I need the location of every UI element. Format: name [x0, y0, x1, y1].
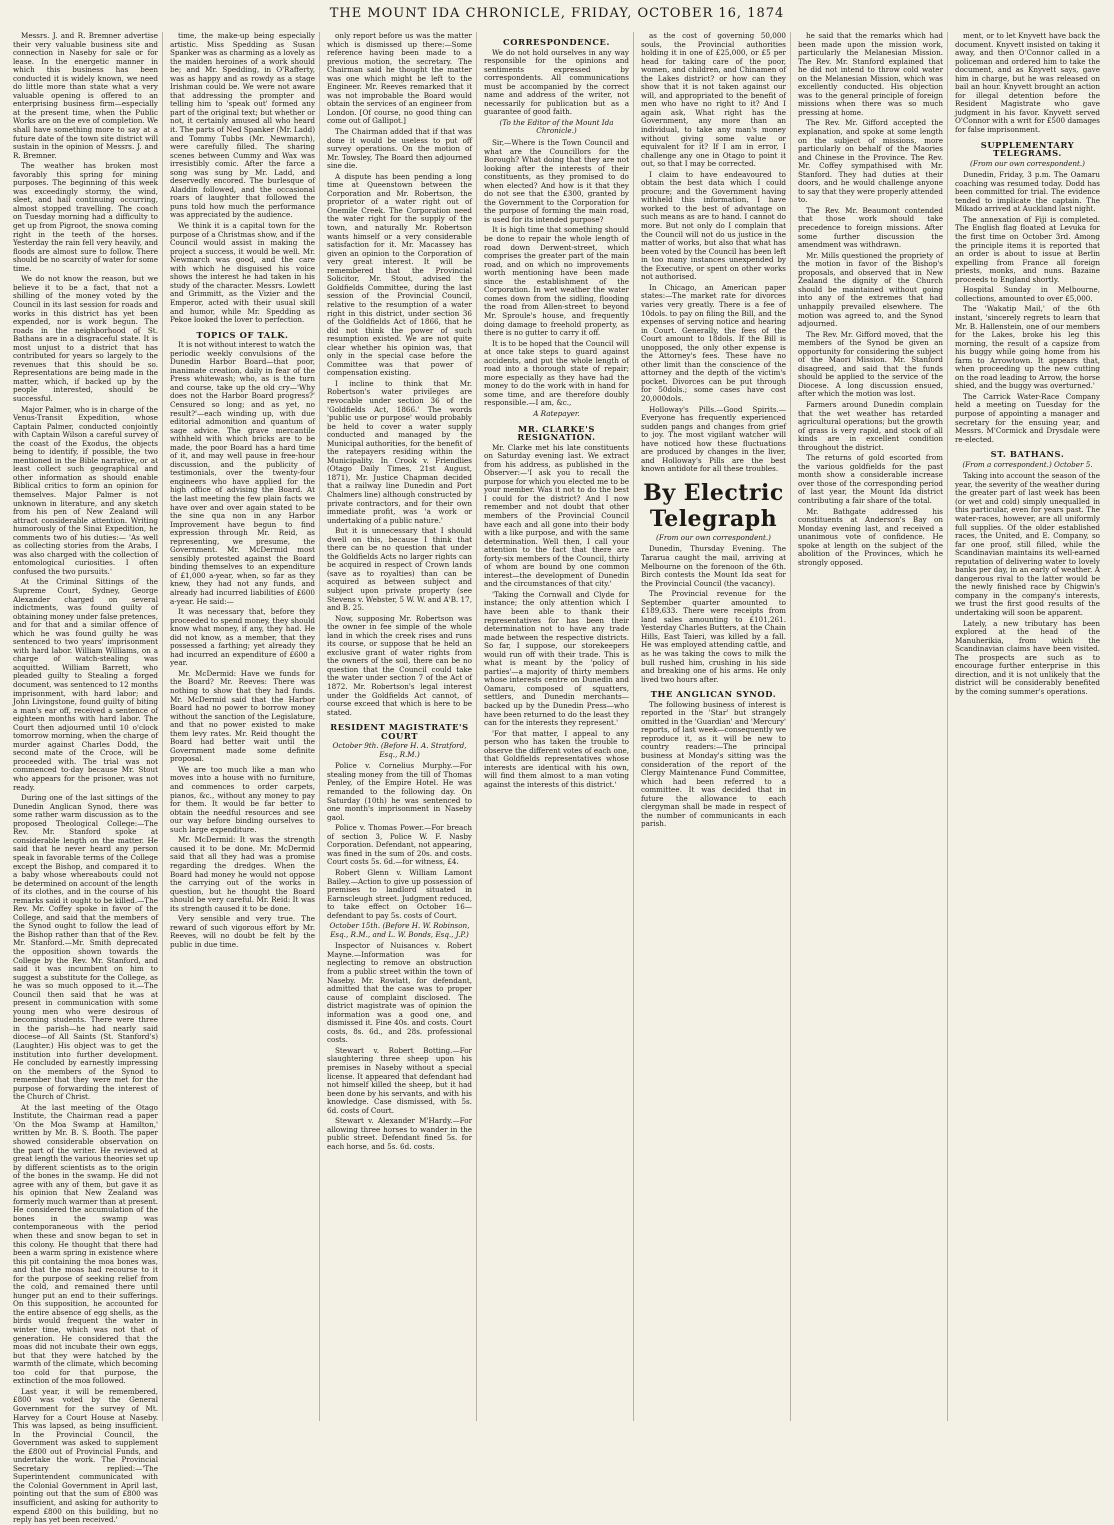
- telegraph-heading: By Electric Telegraph: [643, 479, 784, 532]
- article-paragraph: We are too much like a man who moves into a house with no furniture, and commences to order carpets, pianos, &c., without any money to pay for them. It would be far better to obtain the needful resources and see our way before binding ourselves to such large expenditure.: [170, 764, 315, 834]
- article-paragraph: Very sensible and very true. The reward of such vigorous effort by Mr. Reeves, will no doubt be felt by the public in due time.: [170, 914, 315, 949]
- article-paragraph: The Rev. Mr. Beaumont contended that those work should take precedence to foreign missions. After some further discussion the amendment was withdrawn.: [798, 205, 943, 250]
- article-paragraph: It was necessary that, before they proceeded to spend money, they should know what money, if any, they had. He did not know, as a member, that they possessed a farthing; yet already they had incurred an expenditure of £600 a year.: [170, 607, 315, 668]
- article-paragraph: Lately, a new tributary has been explored at the head of the Manuherikia, from which the Scandinavian claims have been visited. The prospects are such as to encourage further enterprise in this direction, and it is not unlikely that the district will be considerably benefited by the coming summer's operations.: [955, 618, 1100, 696]
- article-paragraph: he said that the remarks which had been made upon the mission work, particularly the Melanesian Mission. The Rev. Mr. Stanford explained that he did not intend to throw cold water on the Melanesian Mission, which was excellently conducted. His objection was to the general principle of foreign missions when there was so much pressing at home.: [798, 31, 943, 117]
- article-paragraph: A dispute has been pending a long time at Queenstown between the Corporation and Mr. Robertson, the proprietor of a water right out of Onemile Creek. The Corporation need the water right for the supply of the town, and naturally Mr. Robertson wants himself or a very considerable satisfaction for it. Mr. Macassey has given an opinion to the Corporation of very great interest. It will be remembered that the Provincial Solicitor, Mr. Stout, advised the Goldfields Committee, during the last session of the Provincial Council, relative to the resumption of a water right in this district, under section 36 of the Goldfields Act of 1866, that he did not think the power of such resumption existed. We are not quite clear whether his opinion was, that only in the special case before the Committee was that power of compensation existing.: [327, 171, 472, 378]
- section-subheading: (From our own correspondent.): [656, 532, 771, 542]
- article-paragraph: Sir,—Where is the Town Council and what are the Councillors for the Borough? What doing that they are not looking after the interests of their constituents, as they promised to do when elected? And how is it that they do not see that the £300, granted by the Government to the Corporation for the purpose of forming the main road, is used for its intended purpose?: [484, 138, 629, 224]
- article-paragraph: ment, or to let Knyvett have back the document. Knyvett insisted on taking it away, and then O'Connor called in a policeman and ordered him to take the document, and as Knyvett says, gave him in charge, but he was released on bail an hour. Knyvett brought an action for illegal detention before the Resident Magistrate who gave judgment in his favor. Knyvett served O'Connor with a writ for £500 damages for false imprisonment.: [955, 31, 1100, 135]
- article-paragraph: 'For that matter, I appeal to any person who has taken the trouble to observe the different votes of each one, that Goldfields representatives whose interests are identical with his own, will find them almost to a man voting against the interests of this district.': [484, 728, 629, 789]
- section-heading: RESIDENT MAGISTRATE'S COURT: [330, 722, 469, 741]
- section-heading: TOPICS OF TALK.: [196, 329, 289, 340]
- section-heading: SUPPLEMENTARY TELEGRAMS.: [980, 139, 1075, 159]
- column-1: [10, 31, 163, 1525]
- article-paragraph: The Rev. Mr. Gifford accepted the explanation, and spoke at some length on the subject of missions, more particularly on behalf of the Maories and Chinese in the Province. The Rev. Mr. Coffey sympathised with Mr. Stanford. They had duties at their doors, and he would challenge anyone to say that they were properly attended to.: [798, 118, 943, 205]
- article-paragraph: At the Criminal Sittings of the Supreme Court, Sydney, George Alexander charged on several indictments, was found guilty of obtaining money under false pretences, and for that and a similar offence of which he was found guilty he was sentenced to two years' imprisonment with hard labor. William Williams, on a charge of watch-stealing was acquitted. William Barrett, who pleaded guilty to Stealing a forged document, was sentenced to 12 months imprisonment, with hard labor; and John Livingstone, found guilty of biting a man's ear off, received a sentence of eighteen months with hard labor. The Court then adjourned until 10 o'clock tomorrow morning, when the charge of murder against Charles Dodd, the second mate of the Croce, will be proceeded with. The trial was not commenced to-day because Mr. Stout who appears for the prisoner, was not ready.: [13, 577, 158, 792]
- article-paragraph: At the last meeting of the Otago Institute, the Chairman read a paper 'On the Moa Swamp at Hamilton,' written by Mr. B. S. Booth. The paper showed considerable observation on the part of the writer. He reviewed at great length the various theories set up by different scientists as to the origin of the bones in the swamp. He did not agree with any of them, but gave it as his opinion that New Zealand was formerly much warmer than at present. He considered the accumulation of the bones in the swamp was contemporaneous with the period when these and snow began to set in this colony. He thought that there had been a warm spring in existence where this pit containing the moa bones was, and that the moas had recourse to it for the purpose of seeking relief from the cold, and remained there until hunger put an end to their sufferings. On this supposition, he accounted for the entire absence of egg shells, as the birds would frequent the water in winter time, which was not that of generation. He considered that the moas did not incubate their own eggs, but that they were hatched by the warmth of the climate, which becoming too cold for that purpose, the extinction of the moa followed.: [13, 1102, 158, 1386]
- article-paragraph: The 'Wakatip Mail,' of the 6th instant, 'sincerely regrets to learn that Mr. B. Hallenstein, one of our members for the Lakes, broke his leg this morning, the result of a capsize from his buggy while going home from his farm to Arrowtown. It appears that, when proceeding up the new cutting on the road leading to Arrow, the horse shied, and the buggy was overturned.': [955, 304, 1100, 391]
- article-paragraph: Robert Glenn v. William Lamont Bailey.—Action to give up possession of premises to landlord situated in Earnscleugh street. Judgment reduced, to take effect on October 16—defendant to pay 5s. costs of Court.: [327, 867, 472, 920]
- article-paragraph: Mr. Clarke met his late constituents on Saturday evening last. We extract from his address, as published in the Observer:—'I ask you to recall the purpose for which you elected me to be your member. Was it not to do the best I could for the district? And I now remember and not doubt that other members of the Provincial Council have each and all gone into their body with a like purpose, and with the same determination. Well then, I call your attention to the fact that there are forty-six members of the Council, thirty of whom are bound by one common interest—the development of Dunedin and the circumstances of that city.': [484, 442, 629, 589]
- article-paragraph: Police v. Cornelius Murphy.—For stealing money from the till of Thomas Penley, of the Empire Hotel. He was remanded to the following day. On Saturday (10th) he was sentenced to one month's imprisonment in Naseby gaol.: [327, 761, 472, 822]
- article-paragraph: We think it is a capital town for the purpose of a Christmas show, and if the Council would assist in making the project a success, it would be well. Mr. Newmarch was good, and the care with which he disguised his voice shows the interest he had taken in his study of the character. Messrs. Lowlett and Grimmitt, as the Vizier and the Emperor, acted with their usual skill and humor, while Mr. Spedding as Pekoe looked the lover to perfection.: [170, 221, 315, 325]
- article-paragraph: Farmers around Dunedin complain that the wet weather has retarded agricultural operations; but the growth of grass is very rapid, and stock of all kinds are in excellent condition throughout the district.: [798, 399, 943, 452]
- column-6: [795, 32, 948, 1421]
- article-paragraph: Mr. Mills questioned the propriety of the motion in favor of the Bishop's proposals, and observed that in New Zealand the dignity of the Church should be maintained without going into any of the extremes that had unhappily prevailed elsewhere. The motion was agreed to, and the Synod adjourned.: [798, 250, 943, 329]
- article-paragraph: It is high time that something should be done to repair the whole length of road down Derwent-street, which comprises the greater part of the main road, and on which no improvements worth mentioning have been made since the establishment of the Corporation. In wet weather the water comes down from the sidling, flooding the road from Allen-street to beyond Mr. Sproule's house, and frequently doing damage to freehold property, as there is no gutter to carry it off.: [484, 225, 629, 338]
- column-7: [952, 32, 1104, 1421]
- article-paragraph: 'Taking the Cornwall and Clyde for instance; the only attention which I have been able to thank their representatives for has been their determination not to have any trade made between the respective districts. So far, I suppose, our storekeepers would run off with their trade. This is what is meant by the 'policy of parties'—a majority of thirty members whose interests centre on Dunedin and Oamaru, composed of squatters, settlers, and Dunedin merchants—backed up by the Dunedin Press—who have been returned to do the least they can for the interests they represent.': [484, 589, 629, 728]
- columns-container: [10, 31, 1104, 1525]
- article-paragraph: Holloway's Pills.—Good Spirits.—Everyone has frequently experienced sudden pangs and changes from grief to joy. The most vigilant watcher will have noticed how these fluctuations are produced by changes in the liver, and Holloway's Pills are the best known antidote for all these troubles.: [641, 404, 786, 474]
- article-paragraph: Mr. McDermid: It was the strength caused it to be done. Mr. McDermid said that all they had was a promise regarding the dredges. When the Board had money he would not oppose the carrying out of the works in question, but he thought the Board should be very careful. Mr. Reid: It was its strength caused it to be done.: [170, 835, 315, 913]
- article-paragraph: Last year, it will be remembered, £800 was voted by the General Government for the survey of Mt. Harvey for a Court House at Naseby. This was lapsed, as being insufficient. In the Provincial Council, the Government was asked to supplement the £800 out of Provincial Funds, and undertake the work. The Provincial Secretary replied:—'The Superintendent communicated with the Colonial Government in April last, pointing out that the sum of £800 was insufficient, and asking for authority to expend £800 on this building, but no reply has yet been received.': [13, 1386, 158, 1525]
- article-paragraph: Taking into account the season of the year, the severity of the weather during the greater part of last week has been (or wet and cold) simply unequalled in this particular, even for years past. The water-races, however, are all uniformly full supplies. Of the older established races, the United, and E. Company, so far one proof, still filled, while the Scandinavian maintains its well-earned reputation of delivering water to lovely banks per day, in an early of weather. A dangerous rival to the latter would be the newly finished race by Chigwin's company in the company's interests, we trust the first good results of the undertaking will soon be apparent.: [955, 471, 1100, 617]
- section-subheading: (To the Editor of the Mount Ida Chronicle.): [499, 117, 614, 136]
- section-subheading: A Ratepayer.: [533, 408, 580, 418]
- article-paragraph: Now, supposing Mr. Robertson was the owner in fee simple of the whole land in which the creek rises and runs its course, or suppose that he held an exclusive grant of water rights from the owners of the soil, there can be no question that the Council could take the water under section 7 of the Act of 1872. Mr. Robertson's legal interest under the Goldfields Act cannot, of course exceed that which is here to be stated.: [327, 613, 472, 717]
- column-5: [638, 32, 791, 1421]
- article-paragraph: only report before us was the matter which is dismissed up there:—Some reference having been made to a previous motion, the secretary. The Chairman said he thought the matter was one which might be left to the Engineer. Mr. Reeves remarked that it was not improbable the Board would obtain the services of an engineer from London. [Of course, no good thing can come out of Gallipot.]: [327, 31, 472, 126]
- article-paragraph: The Chairman added that if that was done it would be useless to put off survey operations. On the motion of Mr. Towsley, The Board then adjourned sine die.: [327, 127, 472, 171]
- article-paragraph: In Chicago, an American paper states:—The market rate for divorces varies very greatly. There is a fee of 10dols. to pay on filing the Bill, and the expenses of serving notice and hearing in Court. Generally, the fees of the Court amount to 18dols. If the Bill is unopposed, the only other expense is the Attorney's fees. These have no other limit than the conscience of the attorney and the depth of the victim's pocket. Divorces can be put through for 50dols.; some cases have cost 20,000dols.: [641, 282, 786, 403]
- column-4: [481, 32, 634, 1421]
- section-heading: THE ANGLICAN SYNOD.: [650, 689, 777, 700]
- article-paragraph: Stewart v. Alexander M'Hardy.—For allowing three horses to wander in the public street. Defendant fined 5s. for each horse, and 5s. 6d. costs.: [327, 1116, 472, 1151]
- article-paragraph: It is not without interest to watch the periodic weekly convulsions of the Dunedin Harbor Board—that poor, inanimate creation, daily in fear of the Press whitewash; who, as is the turn and course, take up the old cry—'Why does not the Harbor Board progress?' Censured so long; and as yet, no result?'—each winding up, with due editorial admonition and quantum of sage advice. The grave mercantile withheld with which bricks are to be made, the poor Board has a hard time of it, and may well pause in free-hour discussion, and the publicity of testimonials, over the twenty-four engineers who have applied for the high office of advising the Board. At the last meeting the few plain facts we have over and over again stated to be the sine qua non in any Harbor Improvement have begun to find expression through Mr. Reid, as representing, we presume, the Government. Mr. McDermid most sensibly protested against the Board binding themselves to an expenditure of £1,000 a-year, when, so far as they knew, they had not any funds, and already had incurred liabilities of £600 a-year. He said:—: [170, 340, 315, 606]
- section-subheading: October 9th. (Before H. A. Stratford, Esq., R.M.): [332, 741, 467, 759]
- article-paragraph: The annexation of Fiji is completed. The English flag floated at Levuka for the first time on October 3rd. Among the principle items it is reported that an order is about to issue at Berlin expelling from France all foreign priests, monks, and nuns. Bazaine proceeds to England shortly.: [955, 214, 1100, 284]
- section-heading: ST. BATHANS.: [990, 449, 1065, 460]
- article-paragraph: I claim to have endeavoured to obtain the best data which I could procure; and the Government having withheld this information, I have worked to the best of advantage on such means as are to hand. I cannot do more. But not only do I complain that the Council will not do us justice in the matter of works, but also that what has been voted by the Council has been left in too many instances unexpended by the Executive, or spent on other works not authorised.: [641, 169, 786, 282]
- article-paragraph: Major Palmer, who is in charge of the Venus-Transit Expedition, whose Captain Palmer, conducted conjointly with Captain Wilson a careful survey of the coast of the Exodus, the objects being to identify, if possible, the two mentioned in the Bible narrative, or at least collect such geographical and other information as should enable Biblical critics to form an opinion for themselves. Major Palmer is not unknown in literature, and any sketch from his pen of New Zealand will attract considerable attention. Writing humorously of the Sinai Expedition, he comments two of his duties:— 'As well as collecting stories from the Arabs, I was also charged with the collection of entomological curiosities. I often confused the two pursuits.': [13, 404, 158, 576]
- section-heading: MR. CLARKE'S RESIGNATION.: [517, 423, 596, 443]
- article-paragraph: The Rev. Mr. Gifford moved, that the members of the Synod be given an opportunity for considering the subject of the Maori Mission. Mr. Stanford disagreed, and said that the funds should be applied to the service of the Diocese. A long discussion ensued, after which the motion was lost.: [798, 329, 943, 399]
- article-paragraph: We do not hold ourselves in any way responsible for the opinions and sentiments expressed by correspondents. All communications must be accompanied by the correct name and address of the writer, not necessarily for publication but as a guarantee of good faith.: [484, 47, 629, 117]
- article-paragraph: Mr. McDermid: Have we funds for the Board? Mr. Reeves: There was nothing to show that they had funds. Mr. McDermid said that the Harbor Board had no power to borrow money without the sanction of the Legislature, and that no power existed to make them levy rates. Mr. Reid thought the Board had better wait until the Government made some definite proposal.: [170, 668, 315, 764]
- article-paragraph: We do not know the reason, but we believe it to be a fact, that not a shilling of the money voted by the Council in its last session for roads and works in this district has yet been expended, nor is work begun. The roads in the neighborhood of St. Bathans are in a disgraceful state. It is most unjust to a district that has contributed for years so largely to the revenues that this should be so. Representations are being made in the matter, which, if backed up by the people interested, should be successful.: [13, 274, 158, 403]
- column-3: [324, 32, 477, 1421]
- article-paragraph: Messrs. J. and R. Bremner advertise their very valuable business site and connection in Naseby for sale or for lease. In the energetic manner in which this business has been conducted it is widely known, we need do little more than state what a very valuable opening is offered to an enterprising business firm—especially at the present time, when the Public Works are on the eve of completion. We shall have something more to say at a future date of the town site district will sustain in the opinion of Messrs. J. and R. Bremner.: [13, 31, 158, 160]
- article-paragraph: as the cost of governing 50,000 souls, the Provincial authorities holding it in one of £25,000, or £5 per head for taking care of the poor, women, and children, and Chinamen of the Lakes district? or how can they show that it is not taken against our will, and appropriated to the benefit of men who have no right to it? And I again ask, What right has the Government, any more than an individual, to take any man's money without giving some value or equivalent for it? If I am in error, I challenge any one in Otago to point it out, so that I may be corrected.: [641, 31, 786, 169]
- article-paragraph: Stewart v. Robert Botting.—For slaughtering three sheep upon his premises in Naseby without a special license. It appeared that defendant had not himself killed the sheep, but it had been done by his servants, and with his knowledge. Case dismissed, with 5s. 6d. costs of Court.: [327, 1045, 472, 1115]
- article-paragraph: Dunedin, Friday, 3 p.m. The Oamaru coaching was resumed today. Dodd has been committed for trial. The evidence tended to implicate the captain. The Mikado arrived at Auckland last night.: [955, 170, 1100, 214]
- article-paragraph: The Provincial revenue for the September quarter amounted to £189,633. There were receipts from land sales amounting to £101,261. Yesterday Charles Butters, at the Chain Hills, East Taieri, was killed by a fall. He was employed attending cattle, and as he was taking the cows to milk the bull rushed him, crushing in his side and breaking one of his arms. He only lived two hours after.: [641, 589, 786, 684]
- article-paragraph: During one of the last sittings of the Dunedin Anglican Synod, there was some rather warm discussion as to the proposed Theological College:—The Rev. Mr. Stanford spoke at considerable length on the matter. He said that he never heard any person speak in favorable terms of the College except the Bishop, and compared it to a baby whose whereabouts could not be determined on account of the length of its clothes, and in the course of his remarks said it ought to be killed.—The Rev. Mr. Coffey spoke in favor of the College, and said that the members of the Synod ought to follow the lead of the Bishop rather than that of the Rev. Mr. Stanford.—Mr. Smith deprecated the opposition shown towards the College by the Rev. Mr. Stanford, and said it was incumbent on him to suggest a substitute for the College, as he was so much opposed to it.—The Council then said that he was at present in communication with some young men who were desirous of becoming students. There were three in the parish—he had nearly said diocese—of All Saints (St. Stanford's) (Laughter.) His object was to get the institution into further development. He concluded by earnestly impressing on the members of the Synod to remember that they were met for the purpose of forwarding the interest of the Church of Christ.: [13, 793, 158, 1102]
- section-subheading: (From our own correspondent.): [970, 158, 1085, 168]
- section-heading: CORRESPONDENCE.: [503, 37, 610, 47]
- article-paragraph: I incline to think that Mr. Robertson's water privileges are revocable under section 36 of the 'Goldfields Act, 1866.' The words 'public use or purpose' would probably be held to cover a water supply conducted and managed by the Municipal authorities, for the benefit of the ratepayers residing within the Municipality. In Crook v. Friendlies (Otago Daily Times, 21st August, 1871), Mr. Justice Chapman decided that a railway line Dunedin and Port Chalmers line) although constructed by private contractors, and for their own immediate profit, was 'a work or undertaking of a public nature.': [327, 378, 472, 525]
- section-subheading: October 15th. (Before H. W. Robinson, Esq., R.M., and L. W. Bonds, Esq., J.P.): [329, 921, 470, 939]
- article-paragraph: It is to be hoped that the Council will at once take steps to guard against accidents, and put the whole length of road into a thorough state of repair; more especially as they have had the money to do the work with in hand for some time, and are therefore doubly responsible.—I am, &c.,: [484, 338, 629, 408]
- article-paragraph: Inspector of Nuisances v. Robert Mayne.—Information was for neglecting to remove an obstruction from a public street within the town of Naseby. Mr. Rowlatt, for defendant, admitted that the case was to proper cause of complaint disclosed. The district magistrate was of opinion the information was a good one, and dismissed it. Fine 40s. and costs. Court costs, 8s. 6d., and 28s. professional costs.: [327, 941, 472, 1045]
- article-paragraph: But it is unnecessary that I should dwell on this, because I think that there can be no question that under the Goldfields Acts no larger rights can be acquired in respect of Crown lands (save as to royalties) than can be acquired as between subject and subject upon private property (see Stevens v. Webster, 5 W. W. and A'B. 17, and B. 25.: [327, 526, 472, 613]
- article-paragraph: Hospital Sunday in Melbourne, collections, amounted to over £5,000.: [955, 285, 1100, 303]
- article-paragraph: Police v. Thomas Power.—For breach of section 3, Police W. F. Nasby Corporation. Defendant, not appearing, was fined in the sum of 20s. and costs. Court costs 5s. 6d.—for witness, £4.: [327, 823, 472, 867]
- article-paragraph: The Carrick Water-Race Company held a meeting on Tuesday for the purpose of appointing a manager and secretary for the ensuing year, and Messrs. M'Cormick and Drysdale were re-elected.: [955, 391, 1100, 444]
- article-paragraph: Dunedin, Thursday Evening. The Tararua caught the mail, arriving at Melbourne on the forenoon of the 6th. Birch contests the Mount Ida seat for the Provincial Council (the vacancy).: [641, 544, 786, 588]
- article-paragraph: The following business of interest is reported in the 'Star' but strangely omitted in the 'Guardian' and 'Mercury' reports, of last week—consequently we reproduce it, as it will be new to country readers:—The principal business at Monday's sitting was the consideration of the report of the Clergy Maintenance Fund Committee, which had been referred to a committee. It was decided that in future the allowance to each clergyman shall be made in respect of the number of communicants in each parish.: [641, 699, 786, 829]
- article-paragraph: The returns of gold escorted from the various goldfields for the past month show a considerable increase over those of the corresponding period of last year, the Mount Ida district contributing a fair share of the total.: [798, 453, 943, 505]
- article-paragraph: Mr. Bathgate addressed his constituents at Anderson's Bay on Monday evening last, and received a unanimous vote of confidence. He spoke at length on the subject of the abolition of the Provinces, which he strongly opposed.: [798, 506, 943, 567]
- article-paragraph: The weather has broken most favorably this spring for mining purposes. The beginning of this week was exceedingly stormy, the wind, sleet, and hail continuing occurring, almost stopped travelling. The coach on Tuesday morning had a difficulty to get up from Pigroot, the snowa coming right in the teeth of the horses. Yesterday the rain fell very heavily, and floods are almost sure to follow. There should be no scarcity of water for some time.: [13, 161, 158, 273]
- section-subheading: (From a correspondent.) October 5.: [962, 459, 1093, 469]
- column-2: [167, 32, 320, 1421]
- masthead: THE MOUNT IDA CHRONICLE, FRIDAY, OCTOBER 16, 1874: [329, 6, 785, 21]
- article-paragraph: time, the make-up being especially artistic. Miss Spedding as Susan Spanker was as charming as a lovely as the maiden heroines of a work should be; and Mr. Spedding, in O'Rafferty, was as happy and as rowdy as a stage Irishman could be. We were not aware that addressing the prompter and telling him to 'speak out' formed any part of the original text; but whether or not, it certainly amused all who heard it. The parts of Ned Spanker (Mr. Ladd) and Tommy Tubbs (Mr. Newmarch), were carefully filled. The sharing scenes between Cummy and Wax was irresistibly comic. After the farce a song was sung by Mr. Ladd, and deservedly encored. The burlesque of Aladdin followed, and the occasional roars of laughter that followed the puns told how much the performance was appreciated by the audience.: [170, 31, 315, 220]
